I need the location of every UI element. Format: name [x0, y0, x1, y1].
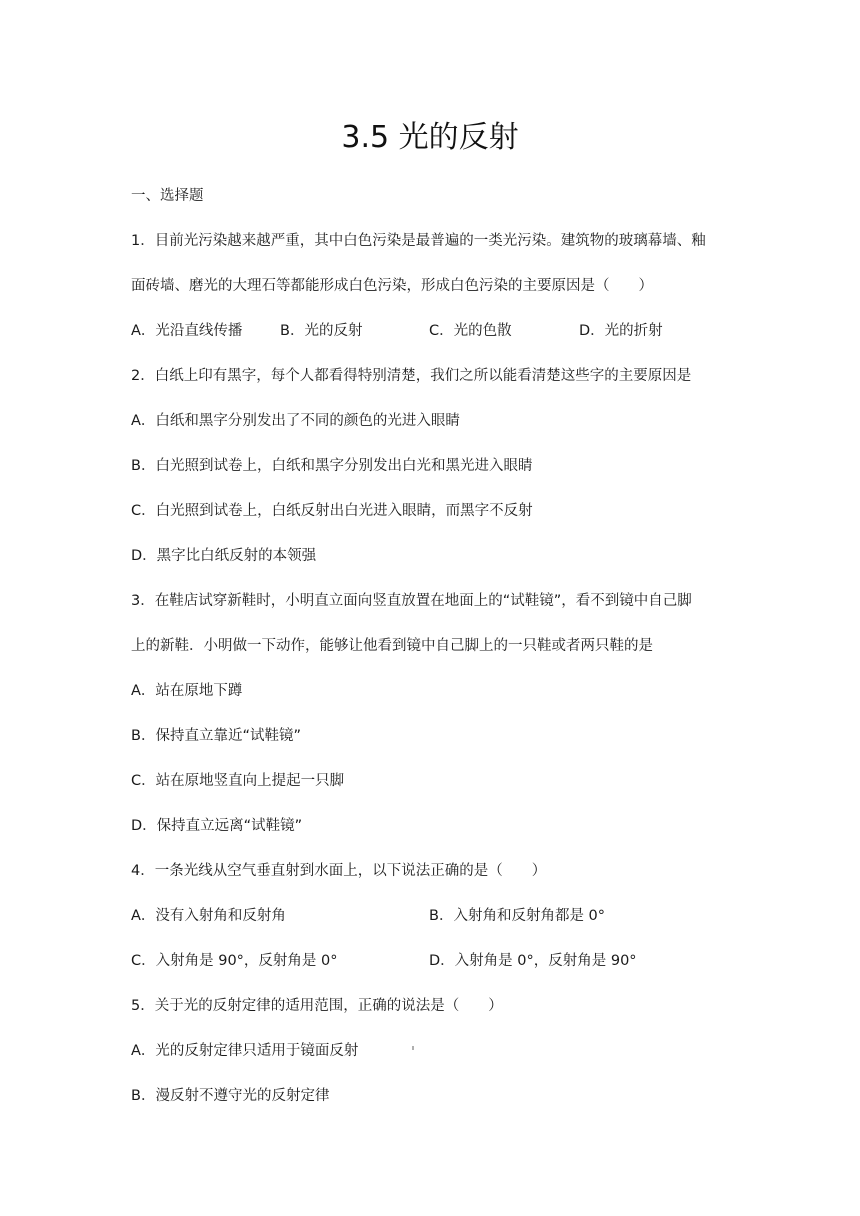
question-4-option-c: C．入射角是 90°，反射角是 0°	[131, 953, 338, 969]
question-2-line-1: 2．白纸上印有黑字，每个人都看得特别清楚，我们之所以能看清楚这些字的主要原因是	[131, 368, 692, 384]
question-3-line-2: 上的新鞋．小明做一下动作，能够让他看到镜中自己脚上的一只鞋或者两只鞋的是	[131, 638, 653, 654]
section-heading: 一、选择题	[131, 188, 204, 204]
question-3-option-d: D．保持直立远离“试鞋镜”	[131, 818, 303, 834]
question-5-option-a: A．光的反射定律只适用于镜面反射	[131, 1043, 359, 1059]
question-4-option-b: B．入射角和反射角都是 0°	[429, 908, 606, 924]
question-3-option-b: B．保持直立靠近“试鞋镜”	[131, 728, 301, 744]
question-4-option-a: A．没有入射角和反射角	[131, 908, 286, 924]
question-1-line-1: 1．目前光污染越来越严重，其中白色污染是最普遍的一类光污染。建筑物的玻璃幕墙、釉	[131, 233, 706, 249]
question-1-option-b: B．光的反射	[280, 323, 363, 339]
question-5-line-1: 5．关于光的反射定律的适用范围，正确的说法是（ ）	[131, 998, 503, 1014]
question-4-option-d: D．入射角是 0°，反射角是 90°	[429, 953, 637, 969]
question-3-line-1: 3．在鞋店试穿新鞋时，小明直立面向竖直放置在地面上的“试鞋镜”，看不到镜中自己脚	[131, 593, 692, 609]
question-2-option-b: B．白光照到试卷上，白纸和黑字分别发出白光和黑光进入眼睛	[131, 458, 533, 474]
question-1-line-2: 面砖墙、磨光的大理石等都能形成白色污染，形成白色污染的主要原因是（ ）	[131, 278, 653, 294]
document-title: 3.5 光的反射	[341, 120, 519, 155]
stray-mark	[412, 1046, 414, 1050]
question-3-option-c: C．站在原地竖直向上提起一只脚	[131, 773, 345, 789]
question-5-option-b: B．漫反射不遵守光的反射定律	[131, 1088, 330, 1104]
question-1-option-a: A．光沿直线传播	[131, 323, 243, 339]
question-3-option-a: A．站在原地下蹲	[131, 683, 243, 699]
question-2-option-c: C．白光照到试卷上，白纸反射出白光进入眼睛，而黑字不反射	[131, 503, 533, 519]
question-4-line-1: 4．一条光线从空气垂直射到水面上，以下说法正确的是（ ）	[131, 863, 547, 879]
question-2-option-d: D．黑字比白纸反射的本领强	[131, 548, 317, 564]
question-1-option-d: D．光的折射	[579, 323, 663, 339]
question-1-option-c: C．光的色散	[429, 323, 512, 339]
question-2-option-a: A．白纸和黑字分别发出了不同的颜色的光进入眼睛	[131, 413, 460, 429]
